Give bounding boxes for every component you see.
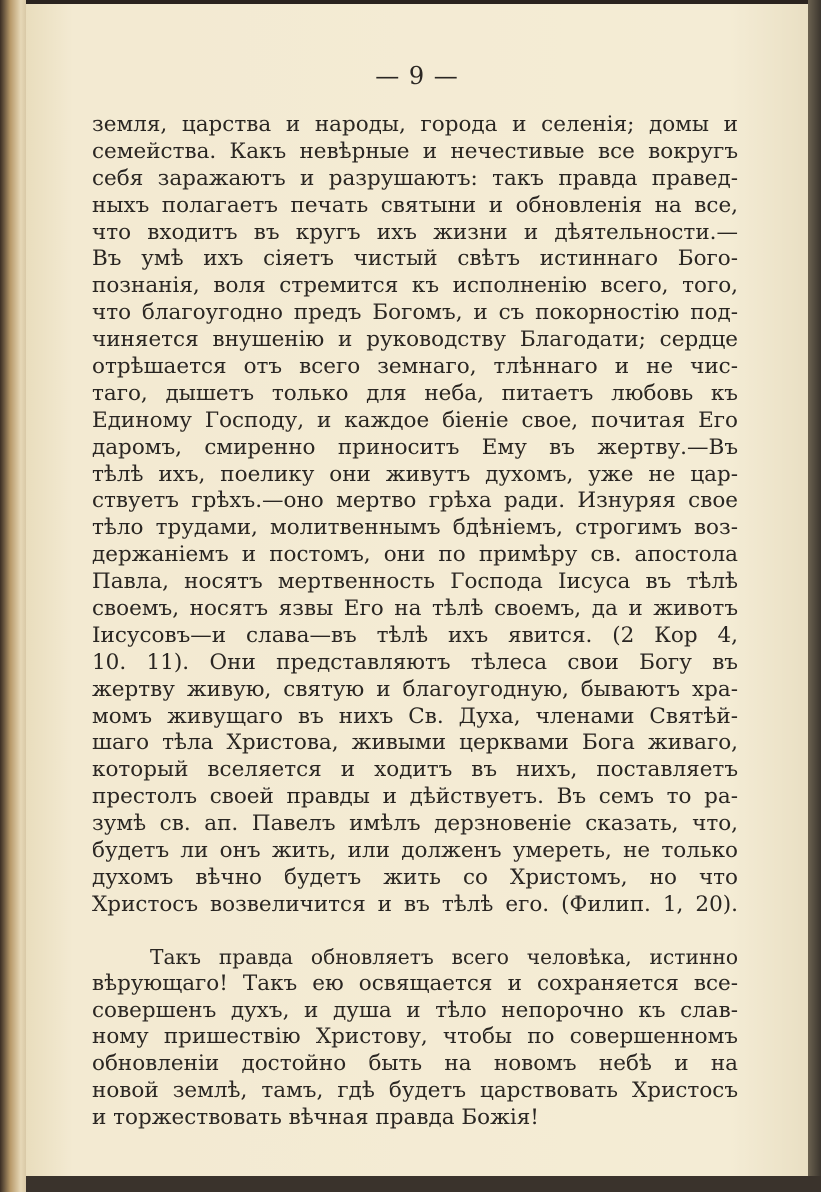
body-text <box>92 112 738 1132</box>
text-line: познанія, воля стремится къ исполненію всего, того, <box>92 273 738 299</box>
text-line: чиняется внушенію и руководству Благодати; сердце <box>92 327 738 353</box>
text-line: таго, дышетъ только для неба, питаетъ любовь къ <box>92 380 738 406</box>
text-line: тѣло трудами, молитвеннымъ бдѣніемъ, строгимъ воз- <box>92 515 738 541</box>
text-line: и торжествовать вѣчная правда Божія! <box>92 1105 539 1131</box>
text-line: что входитъ въ кругъ ихъ жизни и дѣятельности.— <box>92 219 738 245</box>
paragraph-1 <box>92 112 738 919</box>
text-line: себя заражаютъ и разрушаютъ: такъ правда правед- <box>92 165 738 191</box>
text-line: ному пришествію Христову, чтобы по совершенномъ <box>92 1024 738 1050</box>
book-page <box>26 4 808 1176</box>
text-line: земля, царства и народы, города и селенія; домы и <box>92 112 738 137</box>
text-line: тѣлѣ ихъ, поелику они живутъ духомъ, уже не цар- <box>92 461 738 487</box>
text-line: отрѣшается отъ всего земнаго, тлѣннаго и не чис- <box>92 354 738 380</box>
paragraph-2 <box>92 944 738 1132</box>
right-page-edge <box>808 0 821 1192</box>
book-spine-shadow <box>0 0 26 1192</box>
text-line: будетъ ли онъ жить, или долженъ умереть, не только <box>92 838 738 864</box>
page-number: — 9 — <box>375 62 459 90</box>
text-line: жертву живую, святую и благоугодную, бываютъ хра- <box>92 676 738 702</box>
text-line: что благоугодно предъ Богомъ, и съ покорностію под- <box>92 300 738 326</box>
text-line: престолъ своей правды и дѣйствуетъ. Въ семъ то ра- <box>92 784 738 810</box>
text-line: шаго тѣла Христова, живыми церквами Бога живаго, <box>92 730 738 756</box>
bottom-scan-border <box>26 1176 821 1192</box>
text-line: своемъ, носятъ язвы Его на тѣлѣ своемъ, да и животъ <box>92 596 738 622</box>
text-line: момъ живущаго въ нихъ Св. Духа, членами Святѣй- <box>92 703 738 729</box>
text-line: Іисусовъ—и слава—въ тѣлѣ ихъ явится. (2 Кор 4, <box>92 622 738 648</box>
text-line: семейства. Какъ невѣрные и нечестивые все вокругъ <box>92 138 738 164</box>
paragraph-gap <box>92 919 738 944</box>
text-line: зумѣ св. ап. Павелъ имѣлъ дерзновеніе сказать, что, <box>92 811 738 837</box>
text-line: Христосъ возвеличится и въ тѣлѣ его. (Филип. 1, 20). <box>92 891 738 917</box>
text-line: ствуетъ грѣхъ.—оно мертво грѣха ради. Изнуряя свое <box>92 488 738 514</box>
text-line: духомъ вѣчно будетъ жить со Христомъ, но что <box>92 864 738 890</box>
text-line: совершенъ духъ, и душа и тѣло непорочно къ слав- <box>92 997 738 1023</box>
text-line: даромъ, смиренно приноситъ Ему въ жертву.—Въ <box>92 434 738 460</box>
text-line: который вселяется и ходитъ въ нихъ, поставляетъ <box>92 757 738 783</box>
text-line: 10. 11). Они представляютъ тѣлеса свои Богу въ <box>92 649 738 675</box>
text-line: ныхъ полагаетъ печать святыни и обновленія на все, <box>92 192 738 218</box>
text-line: обновленіи достойно быть на новомъ небѣ и на <box>92 1051 738 1077</box>
text-line: Такъ правда обновляетъ всего человѣка, истинно <box>150 944 738 969</box>
text-line: Въ умѣ ихъ сіяетъ чистый свѣтъ истиннаго Бого- <box>92 246 738 272</box>
text-line: Павла, носятъ мертвенность Господа Іисуса въ тѣлѣ <box>92 569 738 595</box>
text-line: вѣрующаго! Такъ ею освящается и сохраняется все- <box>92 970 738 996</box>
text-line: держаніемъ и постомъ, они по примѣру св. апостола <box>92 542 738 568</box>
text-line: новой землѣ, тамъ, гдѣ будетъ царствовать Христосъ <box>92 1078 738 1104</box>
text-line: Единому Господу, и каждое біеніе свое, почитая Его <box>92 407 738 433</box>
